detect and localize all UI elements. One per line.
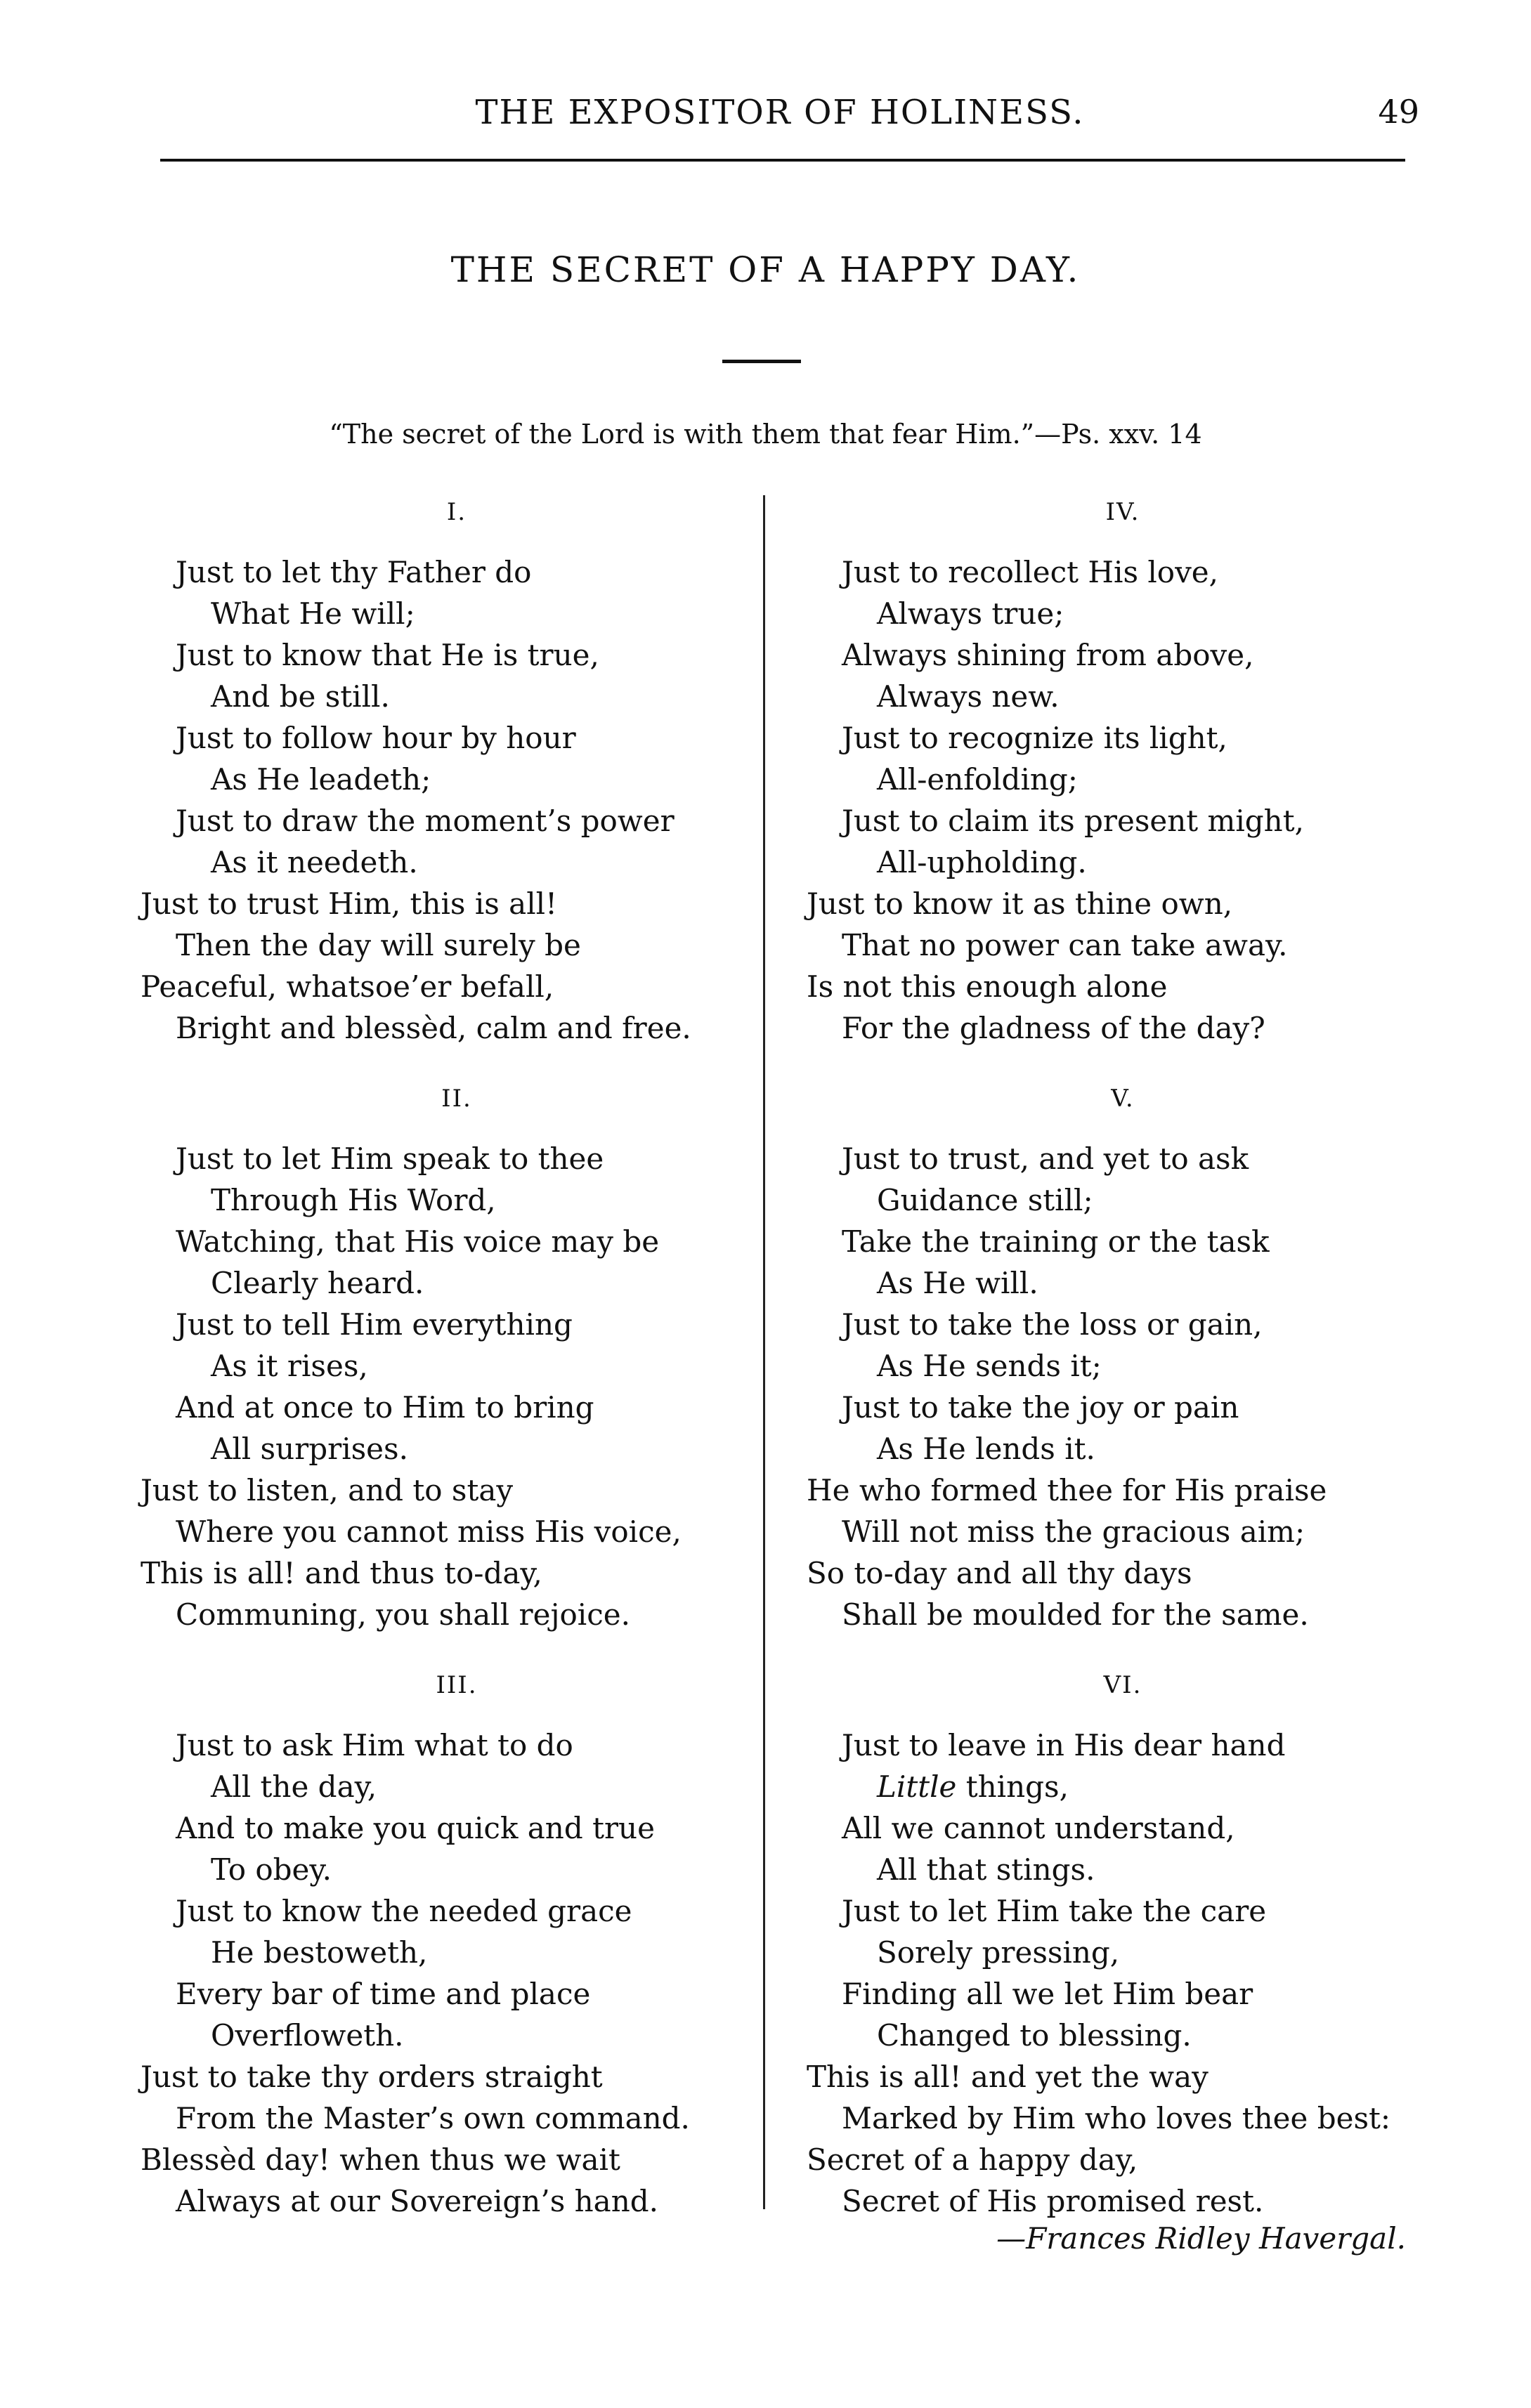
verse-line: Just to take thy orders straight: [141, 2060, 603, 2094]
verse-line: So to-day and all thy days: [807, 1556, 1192, 1590]
stanza-numeral: VI.: [1103, 1671, 1142, 1699]
header-rule: [160, 159, 1405, 162]
verse-line: From the Master’s own command.: [176, 2101, 690, 2135]
article-title: THE SECRET OF A HAPPY DAY.: [450, 249, 1081, 290]
verse-line: As He sends it;: [877, 1349, 1102, 1383]
verse-line: Just to claim its present might,: [842, 804, 1304, 838]
verse-line: All surprises.: [211, 1432, 408, 1466]
verse-line: Always new.: [877, 679, 1060, 714]
verse-line: Will not miss the gracious aim;: [842, 1514, 1305, 1549]
verse-line: Peaceful, whatsoe’er befall,: [141, 969, 554, 1004]
verse-line: This is all! and thus to-day,: [141, 1556, 542, 1590]
verse-line: Just to follow hour by hour: [176, 721, 576, 755]
verse-line: As He leadeth;: [211, 762, 431, 797]
verse-line: What He will;: [211, 596, 415, 631]
stanza-numeral: I.: [446, 498, 467, 526]
verse-line: Just to ask Him what to do: [176, 1728, 573, 1762]
stanza-3: [141, 1668, 773, 2222]
stanza-numeral: II.: [441, 1085, 472, 1113]
verse-line: Through His Word,: [211, 1183, 496, 1217]
verse-line: Just to know that He is true,: [176, 638, 599, 672]
stanza-numeral: IV.: [1105, 498, 1140, 526]
verse-line: Sorely pressing,: [877, 1935, 1120, 1970]
verse-line: Just to trust, and yet to ask: [842, 1141, 1249, 1176]
verse-line: Just to listen, and to stay: [141, 1473, 514, 1507]
stanza-1: [141, 495, 773, 1049]
verse-line: All we cannot understand,: [842, 1811, 1235, 1845]
verse-line: Secret of His promised rest.: [842, 2184, 1264, 2218]
verse-line: He bestoweth,: [211, 1935, 428, 1970]
verse-line: For the gladness of the day?: [842, 1011, 1265, 1045]
attribution: —Frances Ridley Havergal.: [996, 2221, 1406, 2256]
verse-line: Just to take the loss or gain,: [842, 1307, 1263, 1342]
running-title: THE EXPOSITOR OF HOLINESS.: [475, 93, 1085, 132]
verse-line: As He will.: [877, 1266, 1038, 1300]
verse-line: As it needeth.: [211, 845, 418, 879]
verse-line: Where you cannot miss His voice,: [176, 1514, 682, 1549]
verse-line: Always shining from above,: [842, 638, 1254, 672]
verse-line: Communing, you shall rejoice.: [176, 1597, 630, 1632]
verse-line: Just to let Him speak to thee: [176, 1141, 604, 1176]
verse-line: Blessèd day! when thus we wait: [141, 2142, 620, 2177]
verse-line: Shall be moulded for the same.: [842, 1597, 1309, 1632]
verse-line: [807, 1766, 1439, 1807]
verse-line: He who formed thee for His praise: [807, 1473, 1327, 1507]
verse-line: As He lends it.: [877, 1432, 1095, 1466]
verse-line: Just to take the joy or pain: [842, 1390, 1239, 1425]
verse-line-emphasis: Little: [877, 1769, 957, 1804]
verse-line: Just to trust Him, this is all!: [141, 886, 557, 921]
stanza-numeral: V.: [1111, 1085, 1135, 1113]
verse-line: Just to draw the moment’s power: [176, 804, 675, 838]
verse-line: Marked by Him who loves thee best:: [842, 2101, 1391, 2135]
verse-line: Changed to blessing.: [877, 2018, 1192, 2053]
epigraph: “The secret of the Lord is with them that fear Him.”—Ps. xxv. 14: [329, 419, 1202, 450]
verse-line: And be still.: [211, 679, 390, 714]
verse-line: Just to let thy Father do: [176, 555, 532, 589]
verse-line: Always true;: [877, 596, 1064, 631]
verse-line: Just to recognize its light,: [842, 721, 1227, 755]
verse-line: Watching, that His voice may be: [176, 1224, 660, 1259]
verse-line: Finding all we let Him bear: [842, 1977, 1253, 2011]
verse-line: Always at our Sovereign’s hand.: [176, 2184, 658, 2218]
verse-line: Guidance still;: [877, 1183, 1093, 1217]
verse-line-rest: things,: [956, 1769, 1069, 1804]
verse-line: Bright and blessèd, calm and free.: [176, 1011, 691, 1045]
verse-line: Secret of a happy day,: [807, 2142, 1138, 2177]
verse-line: All-enfolding;: [877, 762, 1078, 797]
stanza-4: [807, 495, 1439, 1049]
verse-line: All that stings.: [877, 1852, 1095, 1887]
verse-line: Every bar of time and place: [176, 1977, 591, 2011]
verse-line: All-upholding.: [877, 845, 1087, 879]
verse-line: And to make you quick and true: [176, 1811, 655, 1845]
verse-line: Overfloweth.: [211, 2018, 404, 2053]
verse-line: To obey.: [211, 1852, 332, 1887]
verse-line: This is all! and yet the way: [807, 2060, 1208, 2094]
verse-line: Clearly heard.: [211, 1266, 424, 1300]
verse-line: All the day,: [211, 1769, 377, 1804]
verse-line: Then the day will surely be: [176, 928, 581, 962]
running-header: [141, 93, 1419, 142]
verse-line: Just to know it as thine own,: [807, 886, 1233, 921]
stanza-2: [141, 1082, 773, 1635]
stanza-5: [807, 1082, 1439, 1635]
verse-line: As it rises,: [211, 1349, 368, 1383]
page-number: 49: [1378, 93, 1419, 131]
verse-line: Take the training or the task: [842, 1224, 1270, 1259]
verse-line: That no power can take away.: [842, 928, 1288, 962]
verse-line: Just to let Him take the care: [842, 1894, 1267, 1928]
verse-line: Is not this enough alone: [807, 969, 1168, 1004]
verse-line: Just to leave in His dear hand: [842, 1728, 1286, 1762]
stanza-numeral: III.: [436, 1671, 478, 1699]
verse-line: And at once to Him to bring: [176, 1390, 594, 1425]
verse-line: Just to know the needed grace: [176, 1894, 632, 1928]
verse-line: Just to recollect His love,: [842, 555, 1219, 589]
stanza-6: [807, 1668, 1439, 2222]
title-rule: [722, 360, 801, 363]
verse-line: Just to tell Him everything: [176, 1307, 573, 1342]
